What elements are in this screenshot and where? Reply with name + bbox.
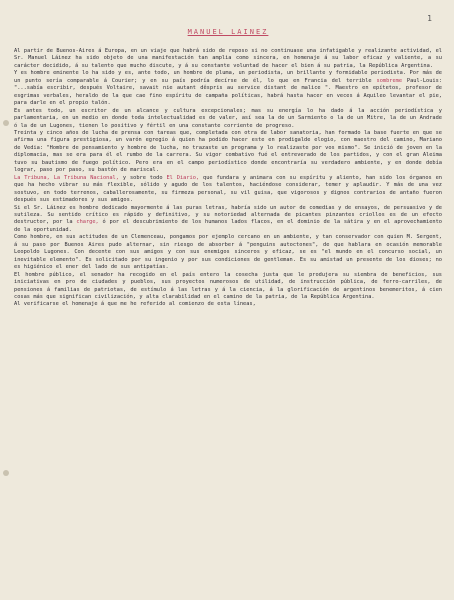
paragraph: Al partir de Buenos-Aires á Europa, en un viaje que habrá sido de reposo si no continuase una infatigable y realizante actividad, el Sr. Manuel Láinez ha sido objeto de una manifestación tan amplia como sincera, en homenaje á su labor eficaz y valiente, a su carácter decidido, á su talento que mucho discute, y á su constante voluntad de hacer el bien á su patria, la República Argentina.: [14, 48, 442, 69]
paragraph: [14, 175, 442, 205]
document-body: [14, 48, 442, 309]
paragraph: [14, 205, 442, 235]
paragraph: Treinta y cinco años de lucha de prensa con tareas que, completada con otra de labor sanatoria, han formado la base fuerte en que se afirma una figura prestigiosa, un varón egregio á quien ha podido hacer este en prodigalde elogio, con maestro del camino, Mariano de Vedia: "Hombre de pensamiento y hombre de lucha, no trazaste un programa y lo realizaste por vos mismo". Se inició de joven en la diplomacia, mas se era para él el rumbo de la carrera. Su vigor combativo fué el entreverado de los partidos, y con el gran Aleima tuvo su bautismo de fuego político. Pero era en el campo periodístico donde encontraría su verdadero ambiente, y en donde debía lograr, paso por paso, su bastón de mariscal.: [14, 129, 442, 174]
paragraph-text: Si el Sr. Láinez es hombre dedicado mayormente á las puras letras, habría sido un autor de comedias y de ensayos, de persuasivo y de sutileza. Su sentido crítico es rápido y definitivo, y su notoriedad alternada de picantes pinzantes criollos es de un efecto destructor, por la: [14, 204, 442, 226]
highlighted-word: sombreme: [376, 77, 403, 84]
paragraph-text: que fundara y animara con su espíritu y aliento, han sido los órganos en que ha hecho vibrar su más flexible, sólido y agudo de los talentos, haciéndose considerar, temer y aplaudir. Y más de una vez sostuvo, en todo terrenos, caballerosamente, su firmeza personal, su vil guisa, que vigorosos y dignos contrarios de antaño fueron después sus estimadores y sus amigos.: [14, 174, 442, 204]
highlighted-word: charge,: [76, 219, 99, 226]
punch-hole: [3, 120, 9, 126]
page-title: MANUEL LAINEZ: [187, 28, 269, 36]
paragraph-text: Y es hombre eminente lo ha sido y es, ante todo, un hombre de pluma, un periodista, un brillante y formidable periodista. Por más de un punto sería comparable á Courier; y en su país podría decírse de él, lo que en Francia del terrible: [14, 70, 442, 84]
newspaper-names: La Tribuna, La Tribuna Nacional,: [14, 174, 119, 181]
paragraph-text: y sobre todo: [118, 174, 167, 181]
paragraph-text: ó por el descubrimiento de los humanos lados flacos, en el dominio de la sátira y en el aprovechamiento de la oportunidad.: [14, 219, 442, 233]
paragraph-text: Paul-Louis: "...sabía escribir, después Voltaire, savait nie autant dêspris au service distant de malice ". Maestro en epítetos, profesor de esgrimas verbales, heraldo de la que cae fino espíritu de campaña políticas, habrá hasta hacer en veces á Aquileo levantar el pie, para darle en el propio talón.: [14, 77, 443, 107]
paragraph: [14, 70, 442, 107]
paragraph: Es antes todo, un escritor de un alcance y cultura excepcionales; mas su energía lo ha dado á la acción periodística y parlamentaria, en un medio en donde toda intelectualidad es de valer, así sea la de un Sarmiento o la de un Mitre, la de un Andrade ó la de un Lugones, tienen lo positivo y fértil en una constante corriente de progreso.: [14, 107, 442, 129]
page-number: 1: [427, 14, 432, 23]
paragraph: Como hombre, en sus actitudes de un Clemenceau, pongamos por ejemplo cercano en un ambiente, y tan conservador con quien M. Sergent, á su paso por Buenos Aires pudo alternar, sin riesgo de absorber á "penguins autoctones", de que hablara en ocasión memorable Leopoldo Lugones. Con decente con sus amigos y con sus enemigos sinceros y eficaz, se es "el mundo en el concurso social, un inevitable elemento". Es solicitado por su ingenio y por sus condiciones de gentleman. Es su amistad un presente de los dioses; no es higiénico el ener del lado de sus antipatías.: [14, 234, 442, 271]
paragraph: El hombre público, el senador ha recogido en el país entero la cosecha justa que le produjera su siembra de beneficios, sus iniciativas en pro de ciudades y pueblos, sus proyectos numerosos de utilidad, de instrucción pública, de ferro-carriles, de pensiones á familias de patriotas, de estímulo á las letras y á la ciencia, á la glorificación de argentinos benemeritos, á cien cosas más que significan civilización, y alta clarabilidad en el camino de la patria, de la República Argentina.: [14, 271, 442, 300]
punch-hole: [3, 470, 9, 476]
paragraph: Al verificarse el homenaje á que me he referido al comienzo de esta líneas,: [14, 301, 256, 308]
newspaper-name: El Diario,: [166, 174, 200, 181]
